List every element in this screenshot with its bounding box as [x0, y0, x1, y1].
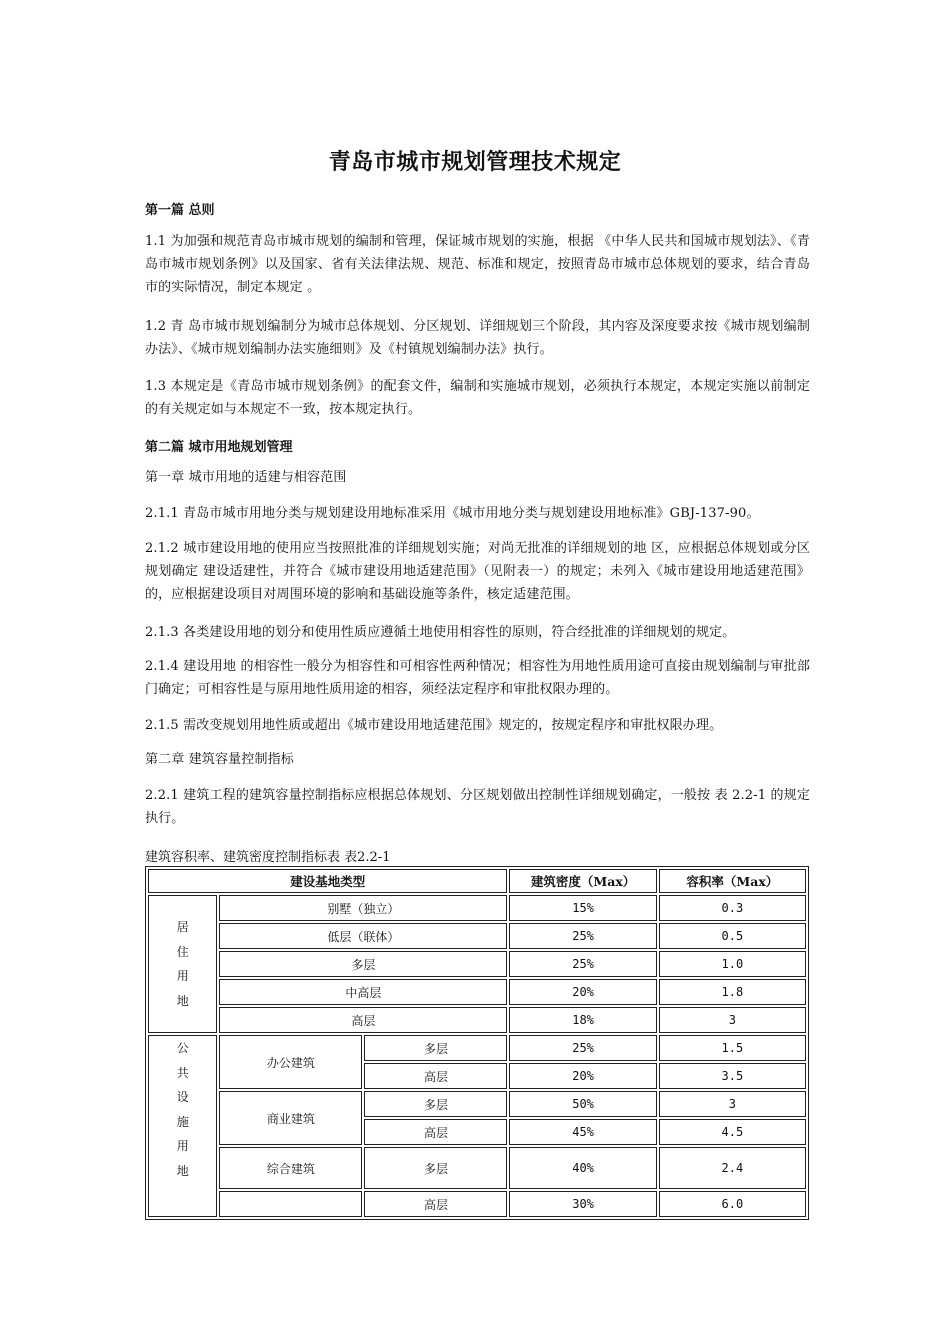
- row-far: 1.8: [659, 979, 806, 1005]
- header-density: 建筑密度（Max）: [509, 869, 656, 893]
- row-far: 3: [659, 1091, 806, 1117]
- table-row: [148, 923, 806, 949]
- row-density: 15%: [509, 895, 656, 921]
- row-subtype: 多层: [364, 1035, 507, 1061]
- row-density: 45%: [509, 1119, 656, 1145]
- commercial-building-label: 商业建筑: [219, 1091, 362, 1145]
- row-type: 多层: [219, 951, 507, 977]
- paragraph-2-1-2: 2.1.2 城市建设用地的使用应当按照批准的详细规划实施；对尚无批准的详细规划的地 区，应根据总体规划或分区规划确定 建设适建性，并符合《城市建设用地适建范围》（见附表一）的规定；未列入《城市建设用地适建范围》的，应根据建设项目对周围环境的影响和基础设施等条件，核定适建范围。: [145, 541, 810, 602]
- row-far: 2.4: [659, 1147, 806, 1189]
- row-far: 3: [659, 1007, 806, 1033]
- row-density: 25%: [509, 951, 656, 977]
- paragraph-2-1-1: 2.1.1 青岛市城市用地分类与规划建设用地标准采用《城市用地分类与规划建设用地标准》GBJ-137-90。: [145, 506, 760, 521]
- table-row: [148, 1091, 806, 1117]
- paragraph-2-1-4: 2.1.4 建设用地 的相容性一般分为相容性和可相容性两种情况；相容性为用地性质用途可直接由规划编制与审批部门确定；可相容性是与原用地性质用途的相容，须经法定程序和审批权限办理的。: [145, 659, 810, 697]
- table-row: [148, 895, 806, 921]
- residential-group-label: 居 住 用 地: [148, 895, 217, 1033]
- row-type: 别墅（独立）: [219, 895, 507, 921]
- header-far: 容积率（Max）: [659, 869, 806, 893]
- empty-cell: [219, 1191, 362, 1217]
- row-density: 30%: [509, 1191, 656, 1217]
- row-far: 0.5: [659, 923, 806, 949]
- paragraph-1-1: 1.1 为加强和规范青岛市城市规划的编制和管理，保证城市规划的实施，根据 《中华人民共和国城市规划法》、《青岛市城市规划条例》以及国家、省有关法律法规、规范、标准和规定，按照青岛市城市总体规划的要求，结合青岛市的实际情况，制定本规定 。: [145, 234, 810, 295]
- document-title: 青岛市城市规划管理技术规定: [328, 149, 622, 175]
- row-type: 高层: [219, 1007, 507, 1033]
- table-row: [148, 979, 806, 1005]
- part1-heading: 第一篇 总则: [145, 203, 215, 218]
- table-row: [148, 951, 806, 977]
- table-header-row: [148, 869, 806, 893]
- part2-heading: 第二篇 城市用地规划管理: [145, 440, 293, 455]
- row-subtype: 多层: [364, 1091, 507, 1117]
- table-row: [148, 1035, 806, 1061]
- office-building-label: 办公建筑: [219, 1035, 362, 1089]
- table-row: [148, 1007, 806, 1033]
- row-far: 1.0: [659, 951, 806, 977]
- density-far-table: [145, 866, 809, 1220]
- row-density: 20%: [509, 979, 656, 1005]
- row-far: 0.3: [659, 895, 806, 921]
- row-density: 20%: [509, 1063, 656, 1089]
- public-group-label: 公 共 设 施 用 地: [148, 1035, 217, 1217]
- row-subtype: 高层: [364, 1119, 507, 1145]
- row-density: 40%: [509, 1147, 656, 1189]
- table-row: [148, 1147, 806, 1189]
- row-type: 低层（联体）: [219, 923, 507, 949]
- row-subtype: 多层: [364, 1147, 507, 1189]
- row-density: 18%: [509, 1007, 656, 1033]
- table-row: [148, 1191, 806, 1217]
- row-far: 1.5: [659, 1035, 806, 1061]
- row-density: 25%: [509, 1035, 656, 1061]
- paragraph-2-1-5: 2.1.5 需改变规划用地性质或超出《城市建设用地适建范围》规定的，按规定程序和审批权限办理。: [145, 718, 723, 733]
- paragraph-2-2-1: 2.2.1 建筑工程的建筑容量控制指标应根据总体规划、分区规划做出控制性详细规划确定，一般按 表 2.2-1 的规定执行。: [145, 788, 810, 826]
- paragraph-1-2: 1.2 青 岛市城市规划编制分为城市总体规划、分区规划、详细规划三个阶段，其内容及深度要求按《城市规划编制办法》、《城市规划编制办法实施细则》及《村镇规划编制办法》执行。: [145, 319, 810, 357]
- row-density: 25%: [509, 923, 656, 949]
- row-far: 6.0: [659, 1191, 806, 1217]
- row-subtype: 高层: [364, 1191, 507, 1217]
- row-far: 3.5: [659, 1063, 806, 1089]
- table-caption: 建筑容积率、建筑密度控制指标表 表2.2-1: [145, 850, 391, 865]
- paragraph-2-1-3: 2.1.3 各类建设用地的划分和使用性质应遵循土地使用相容性的原则，符合经批准的详细规划的规定。: [145, 625, 736, 640]
- header-site-type: 建设基地类型: [148, 869, 507, 893]
- row-density: 50%: [509, 1091, 656, 1117]
- chapter2-heading: 第二章 建筑容量控制指标: [145, 752, 294, 767]
- paragraph-1-3: 1.3 本规定是《青岛市城市规划条例》的配套文件，编制和实施城市规划，必须执行本规定，本规定实施以前制定的有关规定如与本规定不一致，按本规定执行。: [145, 379, 810, 417]
- mixed-building-label: 综合建筑: [219, 1147, 362, 1189]
- chapter1-heading: 第一章 城市用地的适建与相容范围: [145, 470, 347, 485]
- row-far: 4.5: [659, 1119, 806, 1145]
- row-subtype: 高层: [364, 1063, 507, 1089]
- row-type: 中高层: [219, 979, 507, 1005]
